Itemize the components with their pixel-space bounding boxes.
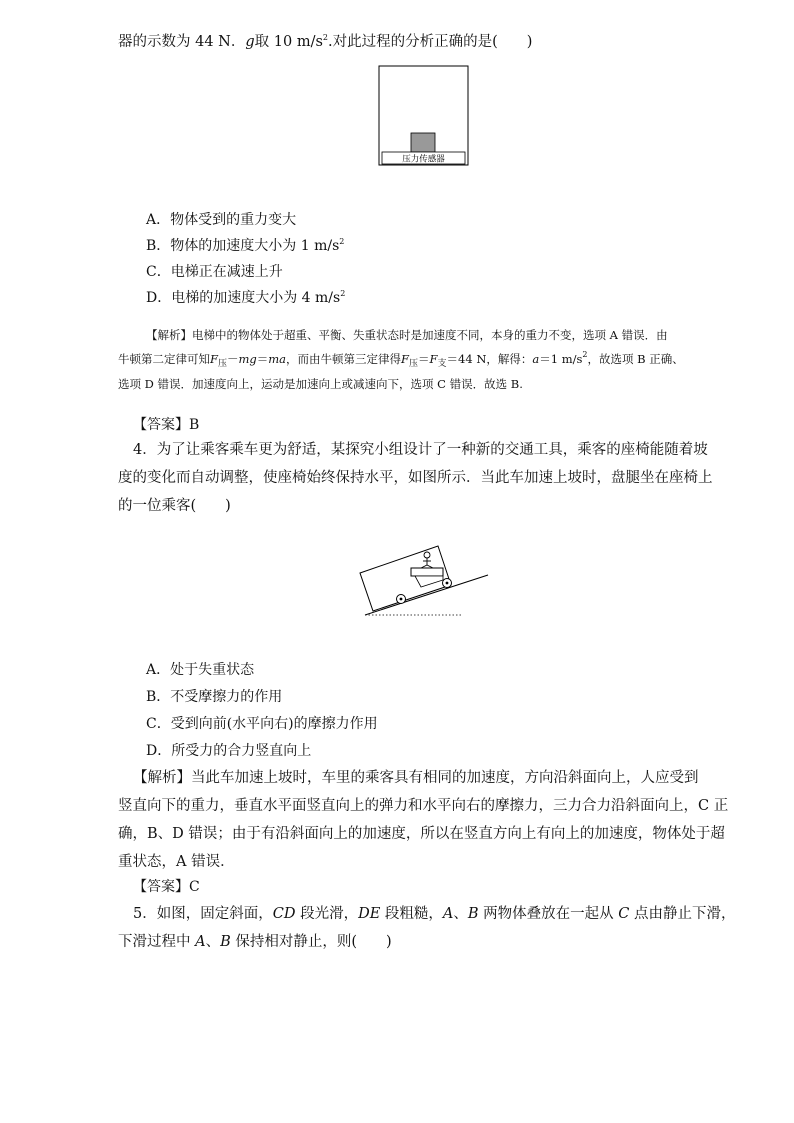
q5-stem-line-2: 下滑过程中 A、B 保持相对静止，则( ) <box>118 934 392 950</box>
q3-answer: 【答案】B <box>133 417 200 433</box>
q3-option-b: B．物体的加速度大小为 1 $m/s^2$ <box>146 237 345 254</box>
sensor-label: 压力传感器 <box>402 154 445 165</box>
q4-option-c: C．受到向前(水平向右)的摩擦力作用 <box>146 716 378 732</box>
elevator-figure <box>377 64 471 168</box>
passenger-head <box>424 552 430 558</box>
vehicle-slope-figure <box>355 540 495 625</box>
q3-stem-line: 器的示数为 44 N．g取 10 $m/s^2$.对此过程的分析正确的是( ) <box>118 33 533 50</box>
q4-option-b: B．不受摩擦力的作用 <box>146 689 283 705</box>
q4-analysis-line-3: 确，B、D 错误；由于有沿斜面向上的加速度，所以在竖直方向上有向上的加速度，物体处于超 <box>118 826 725 842</box>
q4-analysis-line-4: 重状态，A 错误． <box>118 854 235 870</box>
block <box>411 133 435 152</box>
q4-option-a: A．处于失重状态 <box>146 662 255 678</box>
q3-option-d: D．电梯的加速度大小为 4 $m/s^2$ <box>146 289 346 306</box>
level-seat <box>411 568 443 576</box>
q4-analysis-line-1: 【解析】当此车加速上坡时，车里的乘客具有相同的加速度，方向沿斜面向上，人应受到 <box>133 770 699 786</box>
q3-analysis-line-1: 【解析】电梯中的物体处于超重、平衡、失重状态时是加速度不同，本身的重力不变，选项 A 错误．由 <box>146 328 668 342</box>
q4-option-d: D．所受力的合力竖直向上 <box>146 743 312 759</box>
q3-analysis-line-2: 牛顿第二定律可知$F_压-mg=ma$，而由牛顿第三定律得$F_压=F_支=44$ N，解得：a＝1 $m/s^2$，故选项 B 正确、 <box>118 350 684 369</box>
q4-analysis-line-2: 竖直向下的重力，垂直水平面竖直向上的弹力和水平向右的摩擦力，三力合力沿斜面向上，C 正 <box>118 798 729 814</box>
q3-analysis-line-3: 选项 D 错误．加速度向上，运动是加速向上或减速向下，选项 C 错误．故选 B. <box>118 377 523 391</box>
q3-option-c: C．电梯正在减速上升 <box>146 264 283 280</box>
q5-stem-line-1: 5．如图，固定斜面，CD 段光滑，DE 段粗糙，A、B 两物体叠放在一起从 C 点由静止下滑， <box>133 906 736 922</box>
rear-wheel-hub <box>400 598 403 601</box>
q4-stem-line-3: 的一位乘客( ) <box>118 498 231 514</box>
front-wheel-hub <box>446 582 449 585</box>
q4-answer: 【答案】C <box>133 879 200 895</box>
q3-option-a: A．物体受到的重力变大 <box>146 212 297 228</box>
q4-stem-line-1: 4．为了让乘客乘车更为舒适，某探究小组设计了一种新的交通工具，乘客的座椅能随着坡 <box>133 442 708 458</box>
q4-stem-line-2: 度的变化而自动调整，使座椅始终保持水平，如图所示．当此车加速上坡时，盘腿坐在座椅上 <box>118 470 713 486</box>
